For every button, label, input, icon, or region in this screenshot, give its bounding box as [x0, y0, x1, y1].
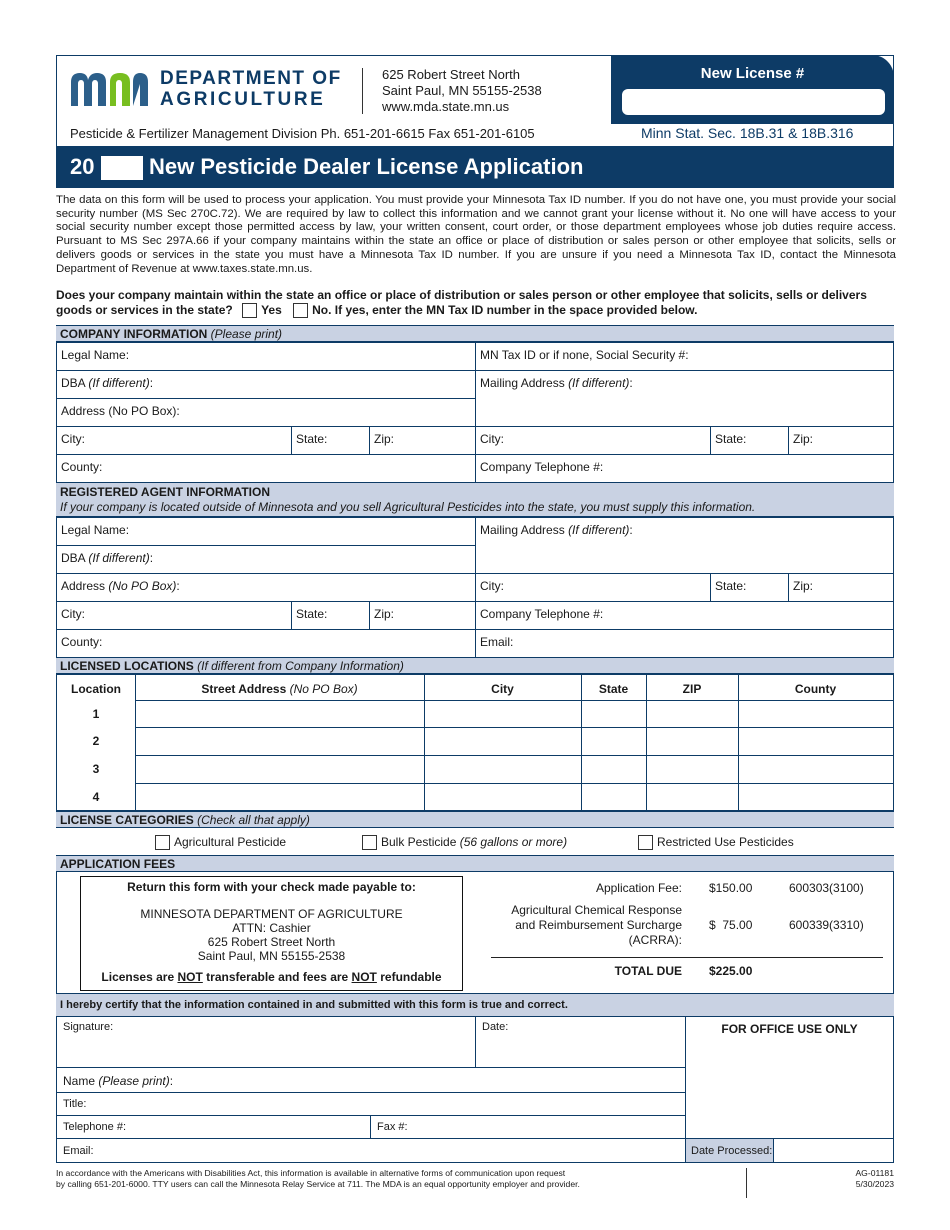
agent-address-label: Address	[61, 579, 106, 593]
location-row-number: 4	[92, 790, 100, 804]
agent-legal-name-label: Legal Name:	[61, 523, 130, 537]
company-mail-zip-label: Zip:	[793, 432, 814, 446]
payee-line4: Saint Paul, MN 55155-2538	[197, 949, 346, 963]
agent-section-note: If your company is located outside of Minnesota and you sell Agricultural Pesticides into the state, you must supply this information.	[60, 500, 756, 514]
locations-section-header	[56, 657, 894, 674]
header-divider	[362, 68, 363, 114]
agent-mailing-field[interactable]: Mailing Address (If different):	[475, 517, 894, 574]
statute-reference: Minn Stat. Sec. 18B.31 & 18B.316	[641, 125, 854, 141]
dept-name-line2: AGRICULTURE	[160, 89, 326, 110]
signer-email-label: Email:	[63, 1145, 94, 1157]
location-row-number: 3	[92, 762, 100, 776]
company-zip-field[interactable]	[369, 426, 476, 455]
tax-question-text: Does your company maintain within the state an office or place of distribution or sales person or other employee that solicits, sells or delivers goods or services in the state?	[56, 288, 867, 317]
bulk-checkbox[interactable]	[362, 835, 377, 850]
signer-fax-label: Fax #:	[377, 1121, 408, 1133]
return-address-box	[80, 876, 463, 991]
company-mail-city-field[interactable]	[475, 426, 711, 455]
no-checkbox[interactable]	[293, 303, 308, 318]
company-address-field[interactable]	[56, 398, 476, 427]
new-license-field[interactable]	[622, 89, 885, 115]
bulk-label: Bulk Pesticide	[381, 835, 457, 849]
categories-section-title: LICENSE CATEGORIES	[60, 813, 194, 827]
mn-logo-icon	[68, 70, 150, 108]
col-header-zip: ZIP	[682, 682, 702, 696]
signature-label: Signature:	[63, 1021, 114, 1033]
categories-section-note: (Check all that apply)	[197, 813, 310, 827]
company-dba-note: (If different)	[88, 376, 150, 390]
location-row-number: 1	[92, 707, 100, 721]
signer-fax-field[interactable]	[370, 1115, 686, 1139]
locations-section-note: (If different from Company Information)	[197, 659, 404, 673]
form-title: New Pesticide Dealer License Application	[149, 154, 584, 179]
notice-not: NOT	[351, 970, 377, 984]
payee-line3: 625 Robert Street North	[207, 935, 336, 949]
signature-field[interactable]	[56, 1016, 476, 1068]
agent-zip-field[interactable]	[369, 601, 476, 630]
category-restricted[interactable]	[638, 835, 794, 850]
notice-not: NOT	[177, 970, 203, 984]
col-header-state: State	[598, 682, 629, 696]
company-tax-id-label: MN Tax ID or if none, Social Security #:	[480, 348, 689, 362]
row-divider	[135, 783, 893, 784]
company-legal-name-field[interactable]	[56, 342, 476, 371]
locations-section-title: LICENSED LOCATIONS	[60, 659, 194, 673]
agent-address-field[interactable]: Address (No PO Box):	[56, 573, 476, 602]
sign-date-label: Date:	[482, 1021, 509, 1033]
acrra-line2: and Reimbursement Surcharge	[515, 918, 682, 932]
agent-dba-label: DBA	[61, 551, 86, 565]
company-tax-id-field[interactable]	[475, 342, 894, 371]
agricultural-label: Agricultural Pesticide	[174, 835, 287, 849]
certify-section-header	[56, 993, 894, 1017]
form-id: AG-01181	[855, 1168, 894, 1178]
company-dba-field[interactable]: DBA (If different):	[56, 370, 476, 399]
print-name-label: Name	[63, 1074, 96, 1088]
agent-dba-field[interactable]: DBA (If different):	[56, 545, 476, 574]
location-row-number: 2	[92, 734, 100, 748]
agent-mail-zip-label: Zip:	[793, 579, 814, 593]
category-bulk[interactable]	[362, 835, 567, 850]
company-mailing-note: (If different)	[568, 376, 630, 390]
agent-state-field[interactable]	[291, 601, 370, 630]
col-header-street-note: (No PO Box)	[289, 682, 358, 696]
ada-notice-line1: In accordance with the Americans with Disabilities Act, this information is available in alternative forms of communication upon request	[56, 1168, 566, 1178]
mda-address-line2: Saint Paul, MN 55155-2538	[382, 83, 542, 98]
bulk-note: (56 gallons or more)	[459, 835, 568, 849]
agent-mailing-note: (If different)	[568, 523, 630, 537]
agent-mail-zip-field[interactable]	[788, 573, 894, 602]
payee-line1: MINNESOTA DEPARTMENT OF AGRICULTURE	[140, 907, 403, 921]
company-section-title: COMPANY INFORMATION	[60, 327, 208, 341]
company-mail-zip-field[interactable]	[788, 426, 894, 455]
certify-statement: I hereby certify that the information contained in and submitted with this form is true and correct.	[60, 999, 568, 1011]
company-telephone-field[interactable]	[475, 454, 894, 483]
company-address-label: Address (No PO Box):	[61, 404, 180, 418]
app-fee-code: 600303(3100)	[789, 881, 864, 895]
col-header-location: Location	[71, 682, 121, 696]
agent-zip-label: Zip:	[374, 607, 395, 621]
agent-mail-state-field[interactable]	[710, 573, 789, 602]
agent-mail-state-label: State:	[715, 579, 747, 593]
agent-mail-city-label: City:	[480, 579, 504, 593]
company-telephone-label: Company Telephone #:	[480, 460, 604, 474]
agent-mailing-label: Mailing Address	[480, 523, 565, 537]
categories-section-header	[56, 811, 894, 828]
company-section-note: (Please print)	[210, 327, 283, 341]
row-divider	[135, 727, 893, 728]
title-label: Title:	[63, 1098, 87, 1110]
payee-line2: ATTN: Cashier	[232, 921, 311, 935]
dept-name-line1: DEPARTMENT OF	[160, 68, 342, 89]
company-state-label: State:	[296, 432, 328, 446]
date-processed-field[interactable]	[773, 1138, 894, 1163]
ada-notice-line2: by calling 651-201-6000. TTY users can call the Minnesota Relay Service at 711. The MDA is an equal opportunity employer and provider.	[56, 1179, 580, 1189]
year-prefix: 20	[70, 154, 95, 179]
agent-section-header	[56, 482, 894, 517]
form-date: 5/30/2023	[855, 1179, 894, 1189]
mda-address-line1: 625 Robert Street North	[382, 67, 521, 82]
notice-part: transferable and fees are	[202, 970, 352, 984]
company-dba-label: DBA	[61, 376, 86, 390]
office-use-box	[685, 1016, 894, 1139]
print-name-note: (Please print)	[98, 1074, 170, 1088]
agent-county-field[interactable]	[56, 629, 476, 658]
app-fee-amount: $150.00	[709, 881, 753, 895]
tax-question	[56, 288, 896, 318]
notice-part: Licenses are	[101, 970, 178, 984]
division-info: Pesticide & Fertilizer Management Division Ph. 651-201-6615 Fax 651-201-6105	[70, 126, 535, 141]
signer-email-field[interactable]	[56, 1138, 686, 1163]
agent-legal-name-field[interactable]	[56, 517, 476, 546]
restricted-label: Restricted Use Pesticides	[657, 835, 794, 849]
intro-paragraph: The data on this form will be used to process your application. You must provide your Minnesota Tax ID number. If you do not have one, you must provide your social security number (MS Sec 270C.72). We are required by law to collect this information and we cannot grant your license without it. No one will have access to your social security number except those permitted access by law, your written consent, court order, or those department employees whose job duties require access. Pursuant to MS Sec 297A.66 if your company maintains within the state an office or place of distribution or sales person or other employee that solicits, sells or delivers goods or services in the state you must have a Minnesota Tax ID number. If you are unsure if you need a Minnesota Tax ID, contact the Minnesota Department of Revenue at www.taxes.state.mn.us.	[56, 194, 896, 275]
company-mailing-field[interactable]: Mailing Address (If different):	[475, 370, 894, 427]
restricted-checkbox[interactable]	[638, 835, 653, 850]
no-label: No. If yes, enter the MN Tax ID number in the space provided below.	[312, 303, 698, 317]
signer-telephone-field[interactable]	[56, 1115, 371, 1139]
company-city-label: City:	[61, 432, 85, 446]
agent-section-title: REGISTERED AGENT INFORMATION	[60, 485, 270, 499]
company-mail-state-label: State:	[715, 432, 747, 446]
col-header-street	[135, 682, 424, 696]
acrra-line3: (ACRRA):	[628, 933, 682, 947]
company-legal-name-label: Legal Name:	[61, 348, 130, 362]
company-section-header	[56, 325, 894, 342]
acrra-code: 600339(3310)	[789, 918, 864, 932]
total-due-label: TOTAL DUE	[614, 964, 682, 978]
company-mail-state-field[interactable]	[710, 426, 789, 455]
fees-section-header	[56, 855, 894, 872]
col-header-city: City	[491, 682, 514, 696]
yes-label: Yes	[261, 303, 282, 317]
year-input[interactable]	[101, 156, 143, 180]
app-fee-label: Application Fee:	[595, 881, 682, 895]
agent-city-label: City:	[61, 607, 85, 621]
acrra-amount: $ 75.00	[709, 918, 753, 932]
company-state-field[interactable]	[291, 426, 370, 455]
agricultural-checkbox[interactable]	[155, 835, 170, 850]
agent-mail-city-field[interactable]	[475, 573, 711, 602]
agent-address-note: (No PO Box)	[108, 579, 177, 593]
agent-email-field[interactable]	[475, 629, 894, 658]
yes-checkbox[interactable]	[242, 303, 257, 318]
refund-notice	[81, 970, 462, 984]
date-processed-label-cell	[685, 1138, 774, 1163]
locations-table	[56, 674, 894, 811]
acrra-line1: Agricultural Chemical Response	[511, 903, 682, 917]
agent-telephone-label: Company Telephone #:	[480, 607, 604, 621]
category-agricultural[interactable]	[155, 835, 286, 850]
row-divider	[135, 755, 893, 756]
company-county-label: County:	[61, 460, 103, 474]
date-processed-label: Date Processed:	[691, 1145, 773, 1157]
company-mailing-label: Mailing Address	[480, 376, 565, 390]
footer-divider	[746, 1168, 747, 1198]
return-heading: Return this form with your check made payable to:	[127, 880, 416, 894]
fees-total-rule	[491, 957, 883, 958]
signer-telephone-label: Telephone #:	[63, 1121, 126, 1133]
company-zip-label: Zip:	[374, 432, 395, 446]
company-city-field[interactable]	[56, 426, 292, 455]
agent-city-field[interactable]	[56, 601, 292, 630]
agent-state-label: State:	[296, 607, 328, 621]
fees-section-title: APPLICATION FEES	[60, 857, 176, 871]
notice-part: refundable	[376, 970, 442, 984]
company-county-field[interactable]	[56, 454, 476, 483]
title-field[interactable]	[56, 1092, 686, 1116]
agent-county-label: County:	[61, 635, 103, 649]
row-divider	[135, 700, 893, 701]
office-use-label: FOR OFFICE USE ONLY	[721, 1022, 858, 1036]
acrra-label	[480, 903, 682, 948]
print-name-field[interactable]: Name (Please print):	[56, 1067, 686, 1093]
col-header-county: County	[794, 682, 837, 696]
col-header-street-label: Street Address	[201, 682, 287, 696]
agent-telephone-field[interactable]	[475, 601, 894, 630]
agent-dba-note: (If different)	[88, 551, 150, 565]
total-due-amount: $225.00	[709, 964, 753, 978]
new-license-label: New License #	[700, 65, 805, 82]
company-mail-city-label: City:	[480, 432, 504, 446]
agent-email-label: Email:	[480, 635, 514, 649]
sign-date-field[interactable]	[475, 1016, 686, 1068]
mda-website: www.mda.state.mn.us	[382, 99, 510, 114]
